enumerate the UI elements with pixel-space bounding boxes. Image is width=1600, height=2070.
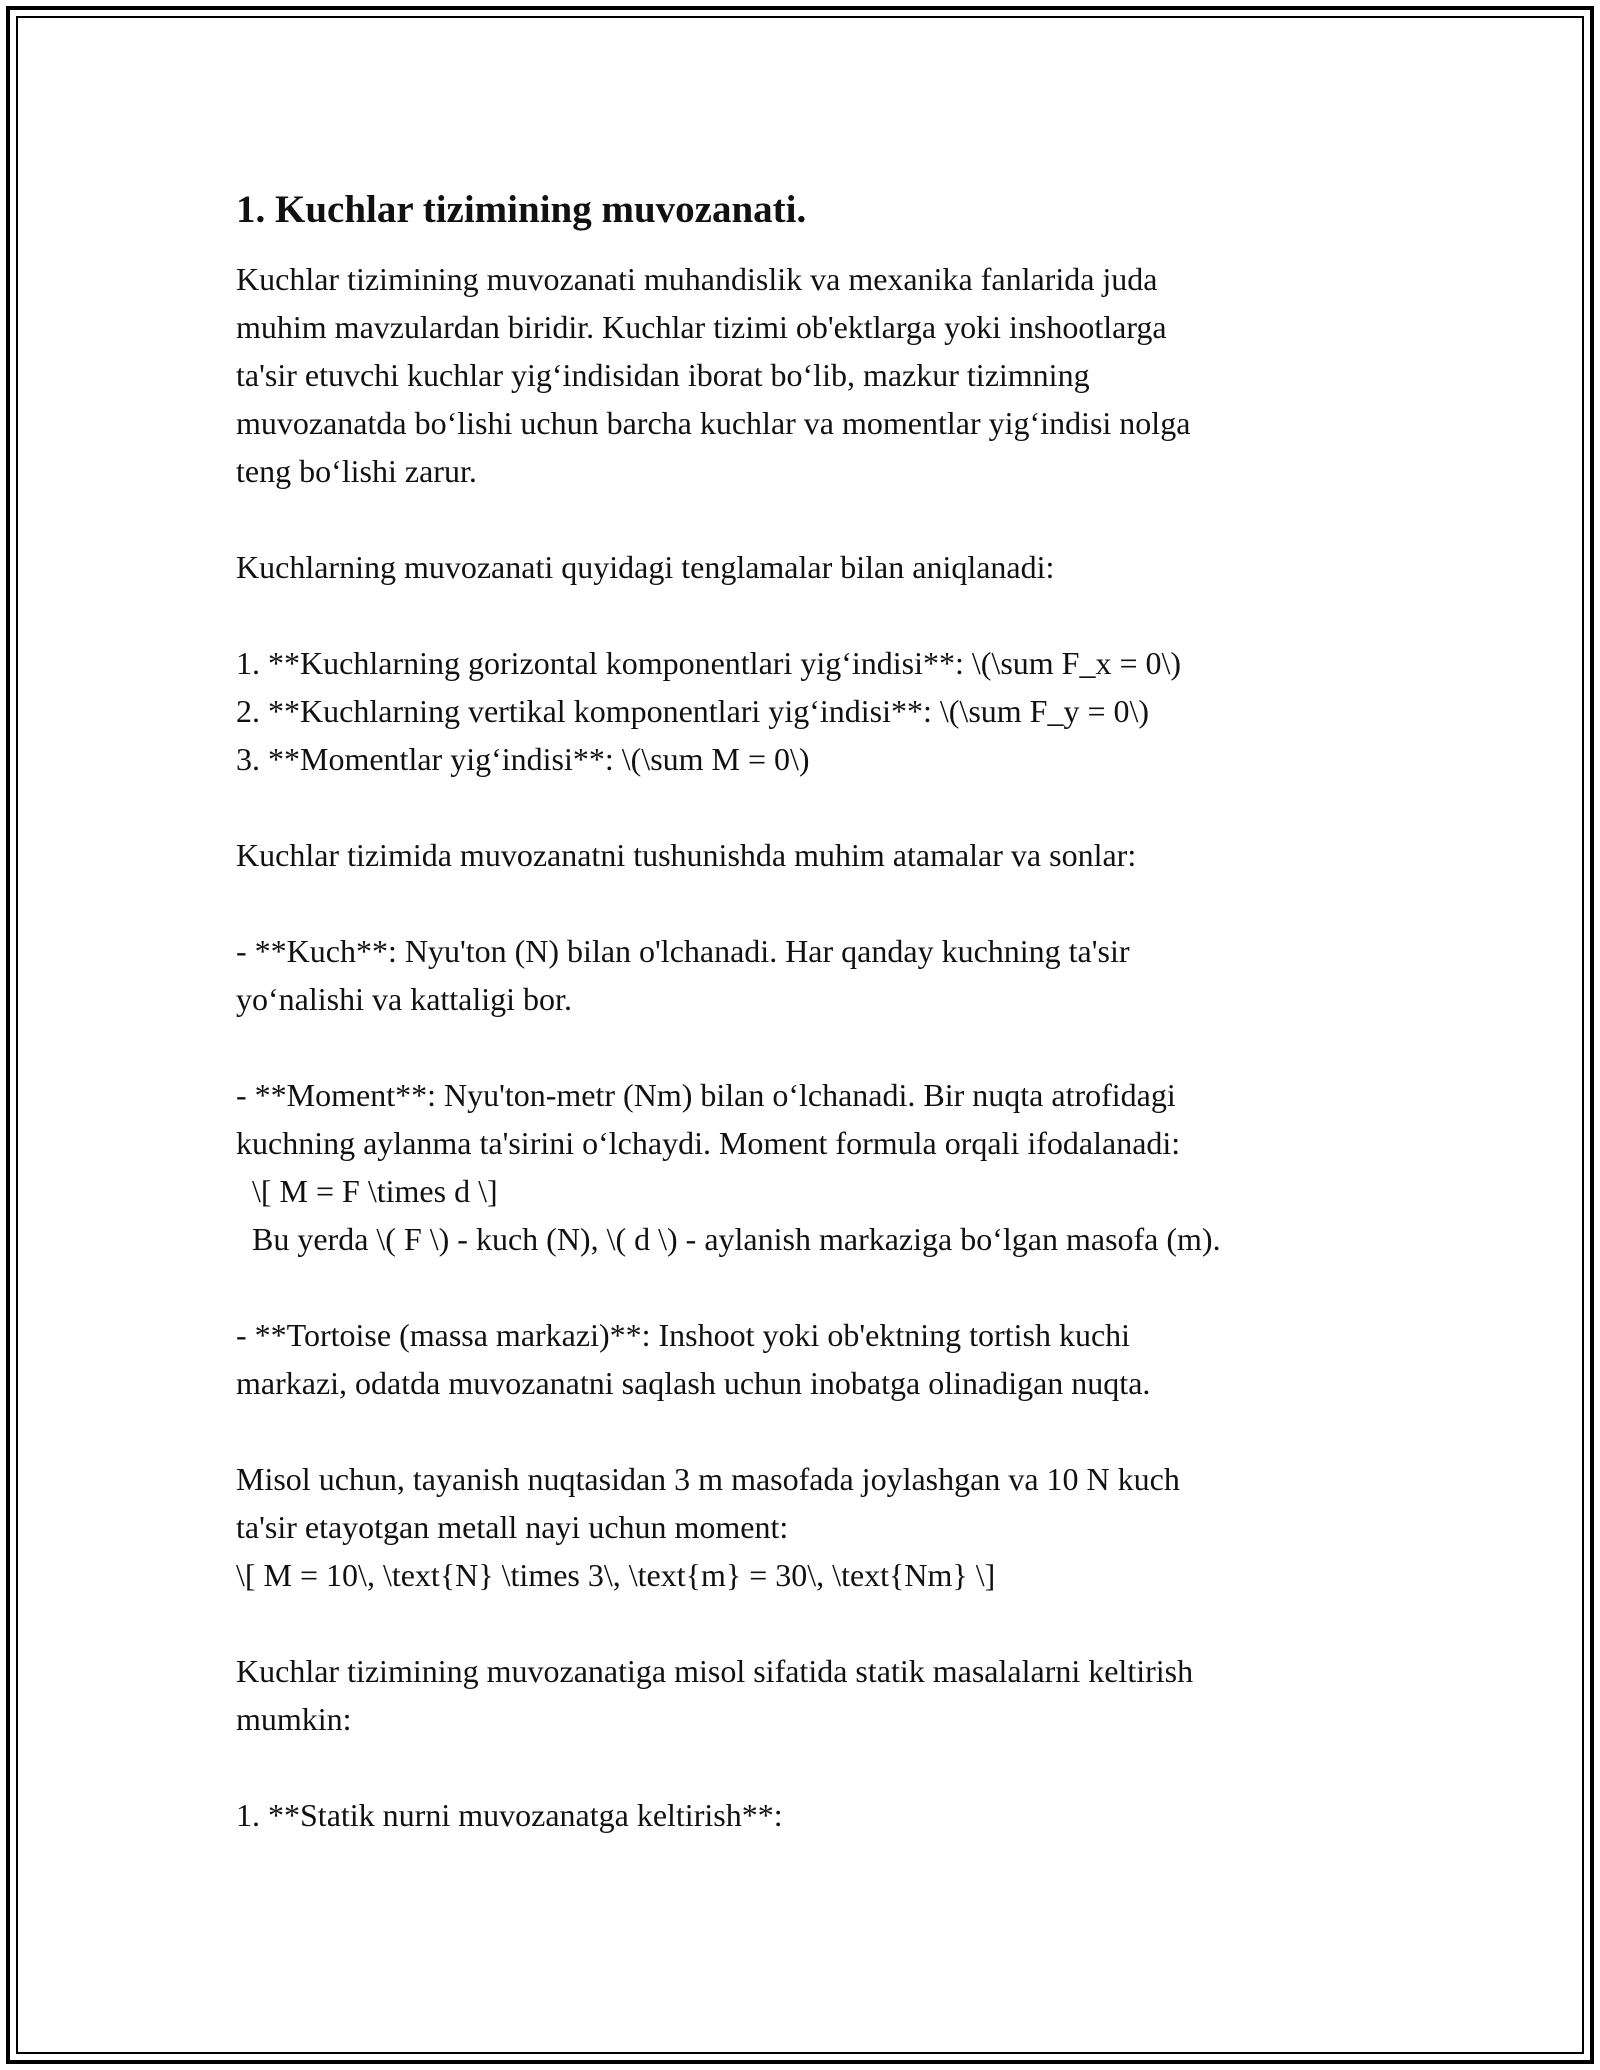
text-line: - **Moment**: Nyu'ton-metr (Nm) bilan o‘lchanadi. Bir nuqta atrofidagi bbox=[236, 1077, 1176, 1113]
paragraph-gap bbox=[236, 1743, 1436, 1791]
paragraph-gap bbox=[236, 1407, 1436, 1455]
paragraph bbox=[236, 1071, 1436, 1263]
text-line: Bu yerda \( F \) - kuch (N), \( d \) - aylanish markaziga bo‘lgan masofa (m). bbox=[236, 1221, 1221, 1257]
text-line: \[ M = F \times d \] bbox=[236, 1173, 498, 1209]
text-line: 2. **Kuchlarning vertikal komponentlari yig‘indisi**: \(\sum F_y = 0\) bbox=[236, 693, 1150, 729]
text-line: yo‘nalishi va kattaligi bor. bbox=[236, 981, 572, 1017]
text-line: - **Kuch**: Nyu'ton (N) bilan o'lchanadi. Har qanday kuchning ta'sir bbox=[236, 933, 1130, 969]
text-line: mumkin: bbox=[236, 1701, 352, 1737]
document-title: 1. Kuchlar tizimining muvozanati. bbox=[236, 188, 807, 231]
paragraph bbox=[236, 255, 1436, 495]
document-page bbox=[236, 186, 1436, 1839]
paragraph-gap bbox=[236, 1599, 1436, 1647]
text-line: \[ M = 10\, \text{N} \times 3\, \text{m} = 30\, \text{Nm} \] bbox=[236, 1557, 996, 1593]
paragraph-gap bbox=[236, 495, 1436, 543]
paragraph bbox=[236, 1311, 1436, 1407]
text-line: ta'sir etuvchi kuchlar yig‘indisidan iborat bo‘lib, mazkur tizimning bbox=[236, 357, 1090, 393]
text-line: ta'sir etayotgan metall nayi uchun moment: bbox=[236, 1509, 789, 1545]
paragraph bbox=[236, 1647, 1436, 1743]
paragraph-gap bbox=[236, 1023, 1436, 1071]
text-line: 3. **Momentlar yig‘indisi**: \(\sum M = 0\) bbox=[236, 741, 810, 777]
paragraph bbox=[236, 1791, 1436, 1839]
text-line: 1. **Statik nurni muvozanatga keltirish**: bbox=[236, 1797, 783, 1833]
text-line: muvozanatda bo‘lishi uchun barcha kuchlar va momentlar yig‘indisi nolga bbox=[236, 405, 1191, 441]
text-line: teng bo‘lishi zarur. bbox=[236, 453, 477, 489]
text-line: - **Tortoise (massa markazi)**: Inshoot yoki ob'ektning tortish kuchi bbox=[236, 1317, 1131, 1353]
paragraph-gap bbox=[236, 591, 1436, 639]
text-line: Kuchlar tizimining muvozanati muhandislik va mexanika fanlarida juda bbox=[236, 261, 1158, 297]
paragraph bbox=[236, 831, 1436, 879]
paragraph bbox=[236, 543, 1436, 591]
text-line: muhim mavzulardan biridir. Kuchlar tizimi ob'ektlarga yoki inshootlarga bbox=[236, 309, 1167, 345]
paragraph-gap bbox=[236, 879, 1436, 927]
text-line: markazi, odatda muvozanatni saqlash uchun inobatga olinadigan nuqta. bbox=[236, 1365, 1151, 1401]
paragraph bbox=[236, 927, 1436, 1023]
document-body bbox=[236, 255, 1436, 1839]
text-line: Kuchlar tizimida muvozanatni tushunishda muhim atamalar va sonlar: bbox=[236, 837, 1137, 873]
paragraph-gap bbox=[236, 1263, 1436, 1311]
text-line: Kuchlarning muvozanati quyidagi tenglamalar bilan aniqlanadi: bbox=[236, 549, 1055, 585]
paragraph bbox=[236, 639, 1436, 783]
text-line: kuchning aylanma ta'sirini o‘lchaydi. Moment formula orqali ifodalanadi: bbox=[236, 1125, 1181, 1161]
paragraph bbox=[236, 1455, 1436, 1599]
text-line: 1. **Kuchlarning gorizontal komponentlari yig‘indisi**: \(\sum F_x = 0\) bbox=[236, 645, 1182, 681]
text-line: Kuchlar tizimining muvozanatiga misol sifatida statik masalalarni keltirish bbox=[236, 1653, 1194, 1689]
paragraph-gap bbox=[236, 783, 1436, 831]
text-line: Misol uchun, tayanish nuqtasidan 3 m masofada joylashgan va 10 N kuch bbox=[236, 1461, 1180, 1497]
